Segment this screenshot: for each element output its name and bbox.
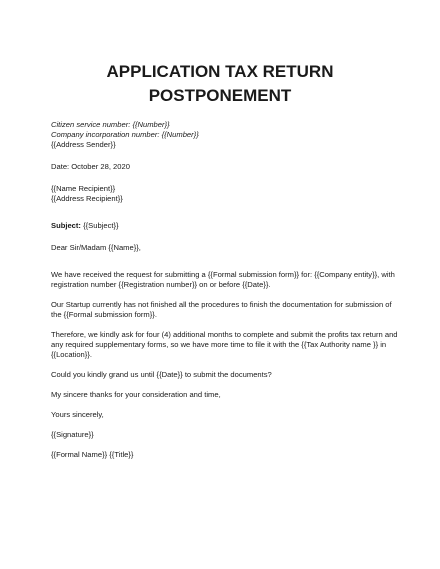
paragraph-1-line-2: registration number {{Registration number}} on or before {{Date}}.: [51, 280, 271, 289]
company-incorporation-number: Company incorporation number: {{Number}}: [51, 130, 199, 139]
paragraph-2-line-2: the {{Formal submission form}}.: [51, 310, 157, 319]
sender-address: {{Address Sender}}: [51, 140, 116, 149]
letter-body: [51, 120, 396, 460]
salutation: Dear Sir/Madam {{Name}},: [51, 243, 141, 252]
signature: {{Signature}}: [51, 430, 94, 439]
paragraph-3-line-3: {{Location}}.: [51, 350, 92, 359]
subject-label: Subject:: [51, 221, 81, 230]
paragraph-5: My sincere thanks for your consideration and time,: [51, 390, 221, 399]
subject-line: [51, 221, 396, 231]
recipient-name: {{Name Recipient}}: [51, 184, 116, 193]
paragraph-3-line-1: Therefore, we kindly ask for four (4) additional months to complete and submit the profits tax return and: [51, 330, 398, 339]
recipient-address: {{Address Recipient}}: [51, 194, 123, 203]
formal-name-title: {{Formal Name}} {{Title}}: [51, 450, 134, 459]
closing: Yours sincerely,: [51, 410, 104, 419]
paragraph-4: Could you kindly grand us until {{Date}} to submit the documents?: [51, 370, 272, 379]
title-line-2: POSTPONEMENT: [148, 86, 292, 105]
document-title: [0, 60, 440, 108]
citizen-service-number: Citizen service number: {{Number}}: [51, 120, 170, 129]
paragraph-2-line-1: Our Startup currently has not finished all the procedures to finish the documentation for submission of: [51, 300, 392, 309]
subject-value: {{Subject}}: [80, 221, 119, 230]
paragraph-3-line-2: any required supplementary forms, so we have more time to file it with the {{Tax Authority name }} in: [51, 340, 387, 349]
letter-date: Date: October 28, 2020: [51, 162, 130, 171]
paragraph-1-line-1: We have received the request for submitting a {{Formal submission form}} for: {{Company entity}}, with: [51, 270, 395, 279]
title-line-1: APPLICATION TAX RETURN: [106, 62, 334, 81]
